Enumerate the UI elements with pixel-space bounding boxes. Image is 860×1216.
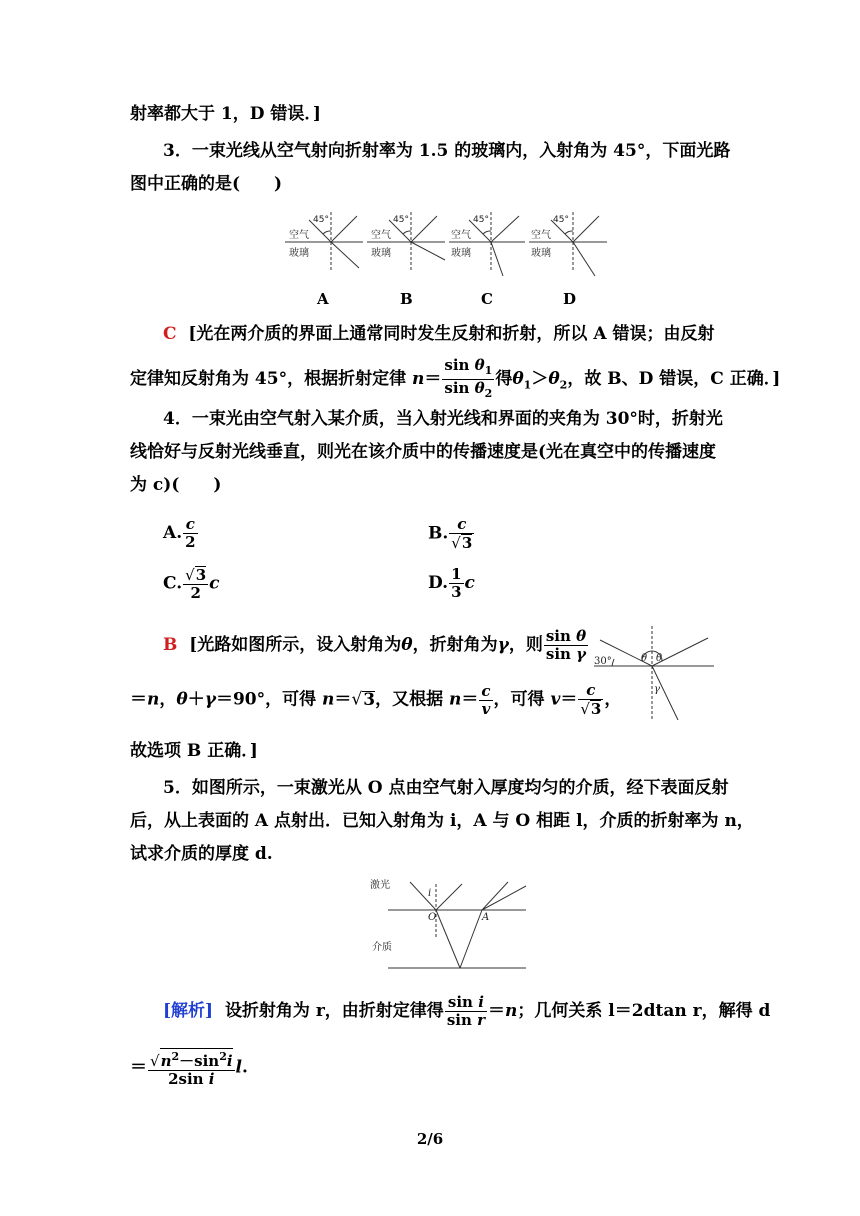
- svg-text:45°: 45°: [553, 215, 569, 225]
- q4-explanation: B [光路如图所示，设入射角为θ，折射角为γ，则 $\frac{\text{sin θ}}{\text{sin γ}}$: [163, 627, 587, 663]
- svg-text:O: O: [428, 912, 437, 923]
- analysis-tag: [解析]: [163, 1001, 214, 1021]
- svg-text:45°: 45°: [393, 215, 409, 225]
- answer-badge: B: [163, 635, 178, 655]
- question-5-line3: 试求介质的厚度 d.: [130, 844, 273, 864]
- question-4-line3: 为 c)( ): [130, 475, 222, 495]
- svg-text:空气: 空气: [531, 230, 551, 241]
- svg-text:空气: 空气: [289, 230, 309, 241]
- svg-text:空气: 空气: [451, 230, 471, 241]
- svg-text:玻璃: 玻璃: [289, 248, 309, 259]
- question-4: 4．一束光由空气射入某介质，当入射光线和界面的夹角为 30°时，折射光: [163, 409, 723, 429]
- question-4-line2: 线恰好与反射光线垂直，则光在该介质中的传播速度是(光在真空中的传播速度: [130, 442, 717, 462]
- question-5: 5．如图所示，一束激光从 O 点由空气射入厚度均匀的介质，经下表面反射: [163, 778, 729, 798]
- q5-explanation-line2: ＝ $\frac{√n^2-\sin^2i}{\text{2sin i}}$ l.: [130, 1050, 248, 1088]
- question-3-line2: 图中正确的是( ): [130, 174, 283, 194]
- text-line: 射率都大于 1，D 错误．]: [130, 104, 321, 124]
- q3-explanation-line2: 定律知反射角为 45°，根据折射定律 n＝ $\frac{\sin \theta_1}{\sin \theta_2}$ 得$\theta_1>\theta_2$，故 B、D 错误，C 正确．]: [130, 356, 781, 400]
- q4-explanation-line2: ＝n，θ＋γ＝90°，可得 n＝√3，又根据 n＝ $\frac{c}{v}$ ，可得 v＝ $\frac{c}{√3}$ ，: [130, 681, 622, 718]
- q4-diagram: [590, 622, 718, 722]
- svg-text:A: A: [482, 912, 490, 923]
- option-c[interactable]: C: [481, 290, 493, 308]
- option-b[interactable]: B. $\frac{c}{√3}$: [428, 515, 473, 552]
- svg-text:θ: θ: [641, 653, 648, 664]
- q4-explanation-line3: 故选项 B 正确．]: [130, 741, 258, 761]
- svg-text:γ: γ: [654, 684, 660, 695]
- option-b[interactable]: B: [400, 290, 413, 308]
- svg-text:30°: 30°: [594, 656, 612, 667]
- q5-diagram: [368, 874, 528, 974]
- option-d[interactable]: D: [563, 290, 577, 308]
- option-a[interactable]: A. $\frac{c}{2}$: [163, 515, 196, 551]
- svg-text:介质: 介质: [372, 942, 392, 953]
- question-3: 3．一束光线从空气射向折射率为 1.5 的玻璃内，入射角为 45°，下面光路: [163, 141, 731, 161]
- answer-badge: C: [163, 324, 177, 344]
- option-a[interactable]: A: [317, 290, 329, 308]
- svg-text:i: i: [428, 888, 432, 899]
- svg-text:玻璃: 玻璃: [371, 248, 391, 259]
- svg-text:空气: 空气: [371, 230, 391, 241]
- option-c[interactable]: C. $\frac{√3}{2}$ c: [163, 566, 220, 602]
- page-number: 2/6: [416, 1130, 444, 1148]
- q3-explanation: C [光在两介质的界面上通常同时发生反射和折射，所以 A 错误；由反射: [163, 324, 715, 344]
- option-d[interactable]: D. $\frac{1}{3}$ c: [428, 565, 475, 601]
- svg-text:玻璃: 玻璃: [531, 248, 551, 259]
- q5-explanation: [解析] 设折射角为 r，由折射定律得 $\frac{\text{sin i}}{\text{sin r}}$ ＝n；几何关系 l＝2dtan r，解得 d: [163, 993, 771, 1029]
- svg-text:激光: 激光: [370, 880, 390, 891]
- angle-label: 45°: [313, 215, 329, 225]
- q3-diagram: [285, 210, 615, 282]
- svg-text:45°: 45°: [473, 215, 489, 225]
- svg-text:θ: θ: [656, 653, 663, 664]
- svg-text:玻璃: 玻璃: [451, 248, 471, 259]
- question-5-line2: 后，从上表面的 A 点射出．已知入射角为 i，A 与 O 相距 l，介质的折射率为 n，: [130, 811, 754, 831]
